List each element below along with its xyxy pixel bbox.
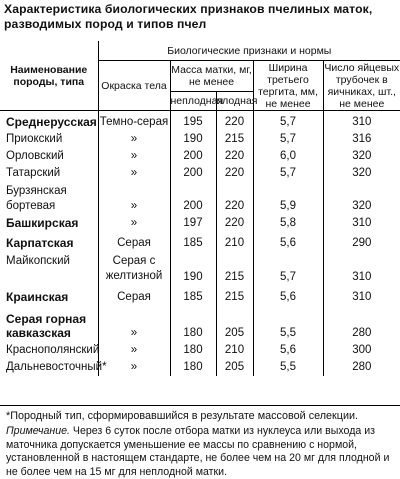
cell-tubes: 310 (352, 291, 372, 303)
table-row (0, 306, 400, 342)
cell-name: Татарский (0, 165, 98, 182)
page-title: Характеристика биологических признаков пчелиных маток, разводимых пород и типов пчел (4, 2, 373, 31)
table-row (0, 232, 400, 252)
header-name: Наименование породы, типа (0, 41, 98, 111)
cell-tergite: 5,7 (253, 165, 323, 182)
cell-tergite: 6,0 (253, 148, 323, 165)
cell-mass-fertile: 220 (216, 165, 253, 182)
cell-tergite: 5,6 (253, 342, 323, 359)
header-mass-unfertile: неплодная (170, 92, 216, 111)
cell-mass-fertile: 220 (216, 148, 253, 165)
cell-color: Темно-серая (98, 111, 170, 132)
cell-color: » (98, 342, 170, 359)
cell-name: Орловский (0, 148, 98, 165)
characteristics-table (0, 41, 400, 376)
cell-mass-fertile: 215 (216, 131, 253, 148)
cell-mass-unfertile: 190 (170, 252, 216, 286)
cell-tubes: 290 (352, 237, 372, 249)
cell-mass-unfertile: 200 (170, 165, 216, 182)
cell-mass-fertile: 220 (216, 182, 253, 215)
cell-name: Майкопский (0, 252, 98, 286)
cell-name: Бурзянская бортевая (0, 182, 98, 215)
cell-mass-fertile: 220 (216, 215, 253, 232)
cell-color: » (98, 215, 170, 232)
footnote: *Породный тип, сформировавшийся в результате массовой селекции. (6, 410, 359, 422)
cell-tubes: 310 (352, 116, 372, 128)
header-mass-fertile: плодная (216, 92, 253, 111)
cell-color: » (98, 182, 170, 215)
cell-tubes: 280 (352, 361, 372, 373)
cell-mass-fertile: 205 (216, 359, 253, 376)
table-row (0, 215, 400, 232)
cell-color: Серая с желтизной (98, 252, 170, 286)
cell-name: Приокский (0, 131, 98, 148)
cell-mass-fertile: 205 (216, 306, 253, 342)
cell-mass-unfertile: 200 (170, 182, 216, 215)
table-row (0, 182, 400, 215)
cell-mass-unfertile: 190 (170, 131, 216, 148)
note-text: Через 6 суток после отбора матки из нуклеуса или выхода из маточника допускается уменьшение ее массы по сравнению с нормой, установленной в настоящем стандарте, не более чем на 20 мг для плодной и не более чем на 15 мг для неплодной матки. (6, 425, 390, 478)
cell-tergite: 5,9 (253, 182, 323, 215)
cell-tergite: 5,8 (253, 215, 323, 232)
table-row (0, 342, 400, 359)
cell-tubes: 310 (352, 271, 372, 283)
cell-name: Краинская (0, 286, 98, 306)
cell-mass-unfertile: 185 (170, 232, 216, 252)
note (6, 425, 398, 479)
cell-tergite: 5,5 (253, 306, 323, 342)
cell-mass-fertile: 220 (216, 111, 253, 132)
table-row (0, 111, 400, 132)
cell-mass-unfertile: 180 (170, 306, 216, 342)
note-lead: Примечание. (6, 425, 70, 437)
cell-mass-fertile: 215 (216, 286, 253, 306)
cell-tergite: 5,7 (253, 111, 323, 132)
cell-color: » (98, 165, 170, 182)
cell-color: Серая (98, 232, 170, 252)
cell-tubes: 320 (352, 167, 372, 179)
table-bottom-rule (0, 405, 400, 406)
header-mass: Масса матки, мг, не менее (170, 61, 253, 92)
header-color: Окраска тела (98, 61, 170, 111)
cell-color: » (98, 359, 170, 376)
cell-color: » (98, 306, 170, 342)
cell-mass-unfertile: 185 (170, 286, 216, 306)
cell-name: Краснополянский (0, 342, 98, 359)
cell-tubes: 320 (352, 150, 372, 162)
cell-tergite: 5,7 (253, 131, 323, 148)
header-tergite: Ширина третьего тергита, мм, не менее (253, 61, 323, 111)
table-row (0, 131, 400, 148)
cell-mass-unfertile: 180 (170, 359, 216, 376)
cell-mass-unfertile: 197 (170, 215, 216, 232)
cell-name: Серая горная кавказская (0, 306, 98, 342)
cell-tubes: 300 (352, 344, 372, 356)
table-row (0, 286, 400, 306)
cell-mass-fertile: 215 (216, 252, 253, 286)
cell-name: Башкирская (0, 215, 98, 232)
table-row (0, 359, 400, 376)
table-row (0, 252, 400, 286)
cell-name: Карпатская (0, 232, 98, 252)
cell-name: Дальневосточный* (0, 359, 98, 376)
cell-color: » (98, 131, 170, 148)
table-row (0, 165, 400, 182)
cell-name: Среднерусская (0, 111, 98, 132)
cell-mass-fertile: 210 (216, 232, 253, 252)
cell-color: Серая (98, 286, 170, 306)
cell-tubes: 316 (352, 133, 372, 145)
header-tubes: Число яйцевых трубочек в яичниках, шт., не менее (324, 61, 400, 110)
cell-mass-unfertile: 180 (170, 342, 216, 359)
table-row (0, 148, 400, 165)
header-group: Биологические признаки и нормы (98, 41, 400, 61)
cell-color: » (98, 148, 170, 165)
cell-mass-unfertile: 195 (170, 111, 216, 132)
cell-tergite: 5,6 (253, 232, 323, 252)
cell-tubes: 320 (352, 200, 372, 212)
cell-mass-unfertile: 200 (170, 148, 216, 165)
header-row-1 (0, 41, 400, 61)
cell-tergite: 5,7 (253, 252, 323, 286)
cell-tubes: 280 (352, 327, 372, 339)
cell-mass-fertile: 210 (216, 342, 253, 359)
cell-tubes: 310 (352, 217, 372, 229)
cell-tergite: 5,6 (253, 286, 323, 306)
cell-tergite: 5,5 (253, 359, 323, 376)
